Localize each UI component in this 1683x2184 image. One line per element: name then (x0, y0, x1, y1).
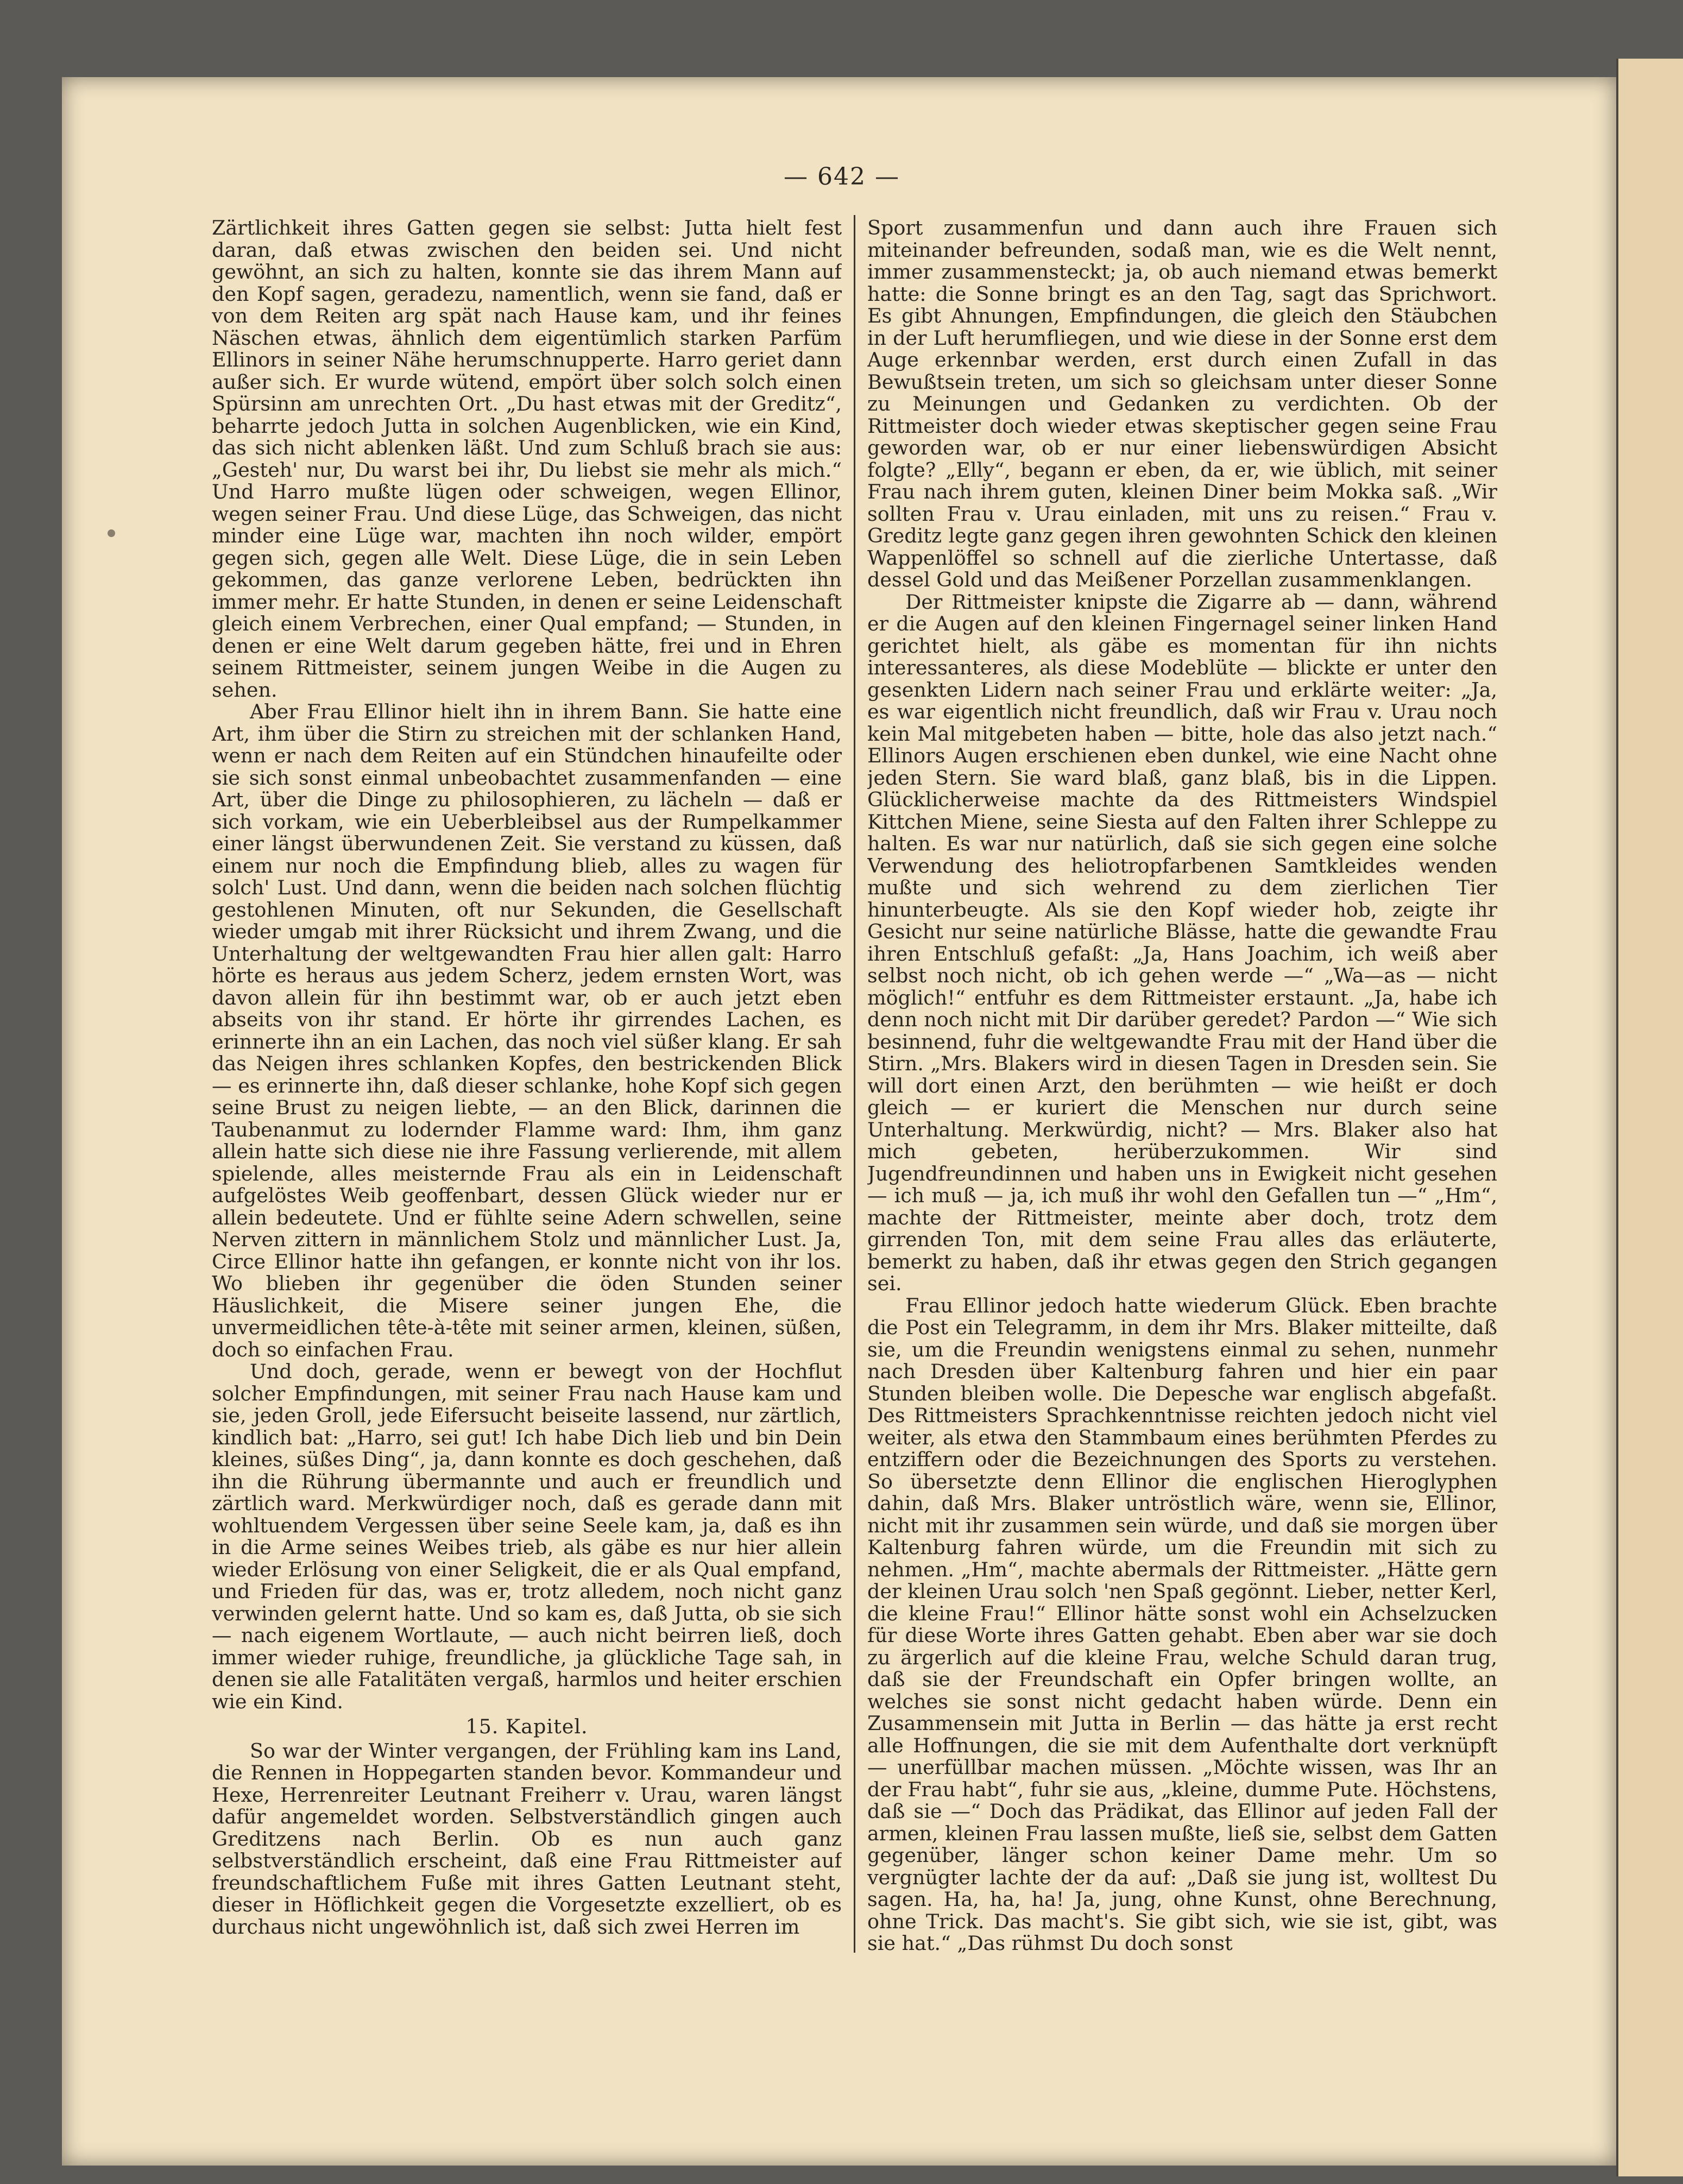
right-paragraph-2: Der Rittmeister knipste die Zigarre ab — dann, während er die Augen auf den kleinen Fingernagel seiner linken Hand gerichtet hielt, als gäbe es momentan für ihn nichts interessanteres, als diese Modeblüte — blickte er unter den gesenkten Lidern nach seiner Frau und erklärte weiter: „Ja, es war eigentlich nicht freundlich, daß wir Frau v. Urau noch kein Mal mitgebeten haben — bitte, hole das also jetzt nach.“ Ellinors Augen erschienen eben dunkel, wie eine Nacht ohne jeden Stern. Sie ward blaß, ganz blaß, bis in die Lippen. Glücklicherweise machte da des Rittmeisters Windspiel Kittchen Miene, seine Siesta auf den Falten ihrer Schleppe zu halten. Es war nur natürlich, daß sie sich gegen eine solche Verwendung des heliotropfarbenen Samtkleides wenden mußte und sich wehrend zu dem zierlichen Tier hinunterbeugte. Als sie den Kopf wieder hob, zeigte ihr Gesicht nur seine natürliche Blässe, hatte die gewandte Frau ihren Entschluß gefaßt: „Ja, Hans Joachim, ich weiß aber selbst noch nicht, ob ich gehen werde —“ „Wa—as — nicht möglich!“ entfuhr es dem Rittmeister erstaunt. „Ja, habe ich denn noch nicht mit Dir darüber geredet? Pardon —“ Wie sich besinnend, fuhr die weltgewandte Frau mit der Hand über die Stirn. „Mrs. Blakers wird in diesen Tagen in Dresden sein. Sie will dort einen Arzt, den berühmten — wie heißt er doch gleich — er kuriert die Menschen nur durch seine Unterhaltung. Merkwürdig, nicht? — Mrs. Blaker also hat mich gebeten, herüberzukommen. Wir sind Jugendfreundinnen und haben uns in Ewigkeit nicht gesehen — ich muß — ja, ich muß ihr wohl den Gefallen tun —“ „Hm“, machte der Rittmeister, meinte aber doch, trotz dem girrenden Ton, mit dem seine Frau alles das erläuterte, bemerkt zu haben, daß ihr etwas gegen den Strich gegangen sei. (867, 590, 1497, 1295)
chapter-paragraph-1: So war der Winter vergangen, der Frühling kam ins Land, die Rennen in Hoppegarten standen bevor. Kommandeur und Hexe, Herrenreiter Leutnant Freiherr v. Urau, waren längst dafür angemeldet worden. Selbstverständlich gingen auch Greditzens nach Berlin. Ob es nun auch ganz selbstverständlich erscheint, daß eine Frau Rittmeister auf freundschaftlichem Fuße mit ihres Gatten Leutnant steht, dieser in Höflichkeit gegen die Vorgesetzte exzelliert, ob es durchaus nicht ungewöhnlich ist, daß sich zwei Herren im (212, 1739, 842, 1939)
page-number: — 642 — (784, 163, 900, 191)
right-paragraph-3: Frau Ellinor jedoch hatte wiederum Glück. Eben brachte die Post ein Telegramm, in dem ihr Mrs. Blaker mitteilte, daß sie, um die Freundin wenigstens einmal zu sehen, nunmehr nach Dresden über Kaltenburg fahren und hier ein paar Stunden bleiben wolle. Die Depesche war englisch abgefaßt. Des Rittmeisters Sprachkenntnisse reichten jedoch nicht viel weiter, als etwa den Stammbaum eines berühmten Pferdes zu entziffern oder die Bezeichnungen des Sports zu verstehen. So übersetzte denn Ellinor die englischen Hieroglyphen dahin, daß Mrs. Blaker untröstlich wäre, wenn sie, Ellinor, nicht mit ihr zusammen sein würde, und daß sie morgen über Kaltenburg fahren würde, um die Freundin mit sich zu nehmen. „Hm“, machte abermals der Rittmeister. „Hätte gern der kleinen Urau solch 'nen Spaß gegönnt. Lieber, netter Kerl, die kleine Frau!“ Ellinor hätte sonst wohl ein Achselzucken für diese Worte ihres Gatten gehabt. Eben aber war sie doch zu ärgerlich auf die kleine Frau, welche Schuld daran trug, daß sie der Freundschaft ein Opfer bringen wollte, an welches sie sonst nicht gedacht haben würde. Denn ein Zusammensein mit Jutta in Berlin — das hätte ja erst recht alle Hoffnungen, die sie mit dem Aufenthalte dort verknüpft — unerfüllbar machen müssen. „Möchte wissen, was Ihr an der Frau habt“, fuhr sie aus, „kleine, dumme Pute. Höchstens, daß sie —“ Doch das Prädikat, das Ellinor auf jeden Fall der armen, kleinen Frau lassen mußte, ließ sie, selbst dem Gatten gegenüber, länger schon keiner Dame mehr. Um so vergnügter lachte der da auf: „Daß sie jung ist, wolltest Du sagen. Ha, ha, ha! Ja, jung, ohne Kunst, ohne Berechnung, ohne Trick. Das macht's. Sie gibt sich, wie sie ist, gibt, was sie hat.“ „Das rühmst Du doch sonst (867, 1293, 1497, 1955)
left-paragraph-1: Zärtlichkeit ihres Gatten gegen sie selbst: Jutta hielt fest daran, daß etwas zwischen den beiden sei. Und nicht gewöhnt, an sich zu halten, konnte sie das ihrem Mann auf den Kopf sagen, geradezu, namentlich, wenn sie fand, daß er von dem Reiten arg spät nach Hause kam, und ihr feines Näschen etwas, ähnlich dem eigentümlich starken Parfüm Ellinors in seiner Nähe herumschnupperte. Harro geriet dann außer sich. Er wurde wütend, empört über solch solch einen Spürsinn am unrechten Ort. „Du hast etwas mit der Greditz“, beharrte jedoch Jutta in solchen Augenblicken, wie ein Kind, das sich nicht ablenken läßt. Und zum Schluß brach sie aus: „Gesteh' nur, Du warst bei ihr, Du liebst sie mehr als mich.“ Und Harro mußte lügen oder schweigen, wegen Ellinor, wegen seiner Frau. Und diese Lüge, das Schweigen, das nicht minder eine Lüge war, machten ihn noch wilder, empört gegen sich, gegen alle Welt. Diese Lüge, die in sein Leben gekommen, das ganze verlorene Leben, bedrückten ihn immer mehr. Er hatte Stunden, in denen er seine Leidenschaft gleich einem Verbrechen, einer Qual empfand; — Stunden, in denen er eine Welt darum gegeben hätte, frei und in Ehren seinem Rittmeister, seinem jungen Weibe in die Augen zu sehen. (212, 217, 842, 702)
chapter-heading: 15. Kapitel. (465, 1715, 588, 1738)
left-paragraph-3: Und doch, gerade, wenn er bewegt von der Hochflut solcher Empfindungen, mit seiner Frau nach Hause kam und sie, jeden Groll, jede Eifersucht beiseite lassend, nur zärtlich, kindlich bat: „Harro, sei gut! Ich habe Dich lieb und bin Dein kleines, süßes Ding“, ja, dann konnte es doch geschehen, daß ihn die Rührung übermannte und auch er freundlich und zärtlich ward. Merkwürdiger noch, daß es gerade dann mit wohltuendem Vergessen über seine Seele kam, ja, daß es ihn in die Arme seines Weibes trieb, als gäbe es nur hier allein wieder Erlösung von einer Seligkeit, die er als Qual empfand, und Frieden für das, was er, trotz alledem, noch nicht ganz verwinden gelernt hatte. Und so kam es, daß Jutta, ob sie sich — nach eigenem Wortlaute, — auch nicht beirren ließ, doch immer wieder ruhige, freundliche, ja glückliche Tage sah, in denen sie alle Fatalitäten vergaß, harmlos und heiter erschien wie ein Kind. (212, 1360, 842, 1713)
paper-speck (108, 529, 115, 537)
left-column (212, 217, 842, 1955)
left-paragraph-2: Aber Frau Ellinor hielt ihn in ihrem Bann. Sie hatte eine Art, ihm über die Stirn zu streichen mit der schlanken Hand, wenn er nach dem Reiten auf ein Stündchen hinaufeilte oder sie sich sonst einmal unbeobachtet zusammenfanden — eine Art, über die Dinge zu philosophieren, zu lächeln — daß er sich vorkam, wie ein Ueberbleibsel aus der Rumpelkammer einer längst überwundenen Zeit. Sie verstand zu küssen, daß einem nur noch die Empfindung blieb, alles zu wagen für solch' Lust. Und dann, wenn die beiden nach solchen flüchtig gestohlenen Minuten, oft nur Sekunden, die Gesellschaft wieder umgab mit ihrer Rücksicht und ihrem Zwang, und die Unterhaltung der weltgewandten Frau hier allen galt: Harro hörte es heraus aus jedem Scherz, jedem ernsten Wort, was davon allein für ihn bestimmt war, ob er auch jetzt eben abseits von ihr stand. Er hörte ihr girrendes Lachen, es erinnerte ihn an ein Lachen, das noch viel süßer klang. Er sah das Neigen ihres schlanken Kopfes, den bestrickenden Blick — es erinnerte ihn, daß dieser schlanke, hohe Kopf sich gegen seine Brust zu neigen liebte, — an den Blick, darinnen die Taubenanmut zu lodernder Flamme ward: Ihm, ihm ganz allein hatte sich diese nie ihre Fassung verlierende, mit allem spielende, alles meisternde Frau als ein in Leidenschaft aufgelöstes Weib geoffenbart, dessen Glück wieder nur er allein bedeutete. Und er fühlte seine Adern schwellen, seine Nerven zittern in männlichem Stolz und männlicher Lust. Ja, Circe Ellinor hatte ihn gefangen, er konnte nicht von ihr los. Wo blieben ihr gegenüber die öden Stunden seiner Häuslichkeit, die Misere seiner jungen Ehe, die unvermeidlichen tête-à-tête mit seiner armen, kleinen, süßen, doch so einfachen Frau. (212, 700, 842, 1361)
right-paragraph-1: Sport zusammenfun und dann auch ihre Frauen sich miteinander befreunden, sodaß man, wie es die Welt nennt, immer zusammensteckt; ja, ob auch niemand etwas bemerkt hatte: die Sonne bringt es an den Tag, sagt das Sprichwort. Es gibt Ahnungen, Empfindungen, die gleich den Stäubchen in der Luft herumfliegen, und wie diese in der Sonne erst dem Auge erkennbar werden, erst durch einen Zufall in das Bewußtsein treten, um sich so gleichsam unter dieser Sonne zu Meinungen und Gedanken zu verdichten. Ob der Rittmeister doch wieder etwas skeptischer gegen seine Frau geworden war, ob er nur einer liebenswürdigen Absicht folgte? „Elly“, begann er eben, da er, wie üblich, mit seiner Frau nach ihrem guten, kleinen Diner beim Mokka saß. „Wir sollten Frau v. Urau einladen, mit uns zu reisen.“ Frau v. Greditz legte ganz gegen ihren gewohnten Schick den kleinen Wappenlöffel so schnell auf die zierliche Untertasse, daß dessel Gold und das Meißener Porzellan zusammenklangen. (867, 217, 1497, 591)
right-column (867, 217, 1497, 1955)
adjacent-page-edge (1616, 59, 1683, 2176)
column-divider (854, 215, 855, 1953)
